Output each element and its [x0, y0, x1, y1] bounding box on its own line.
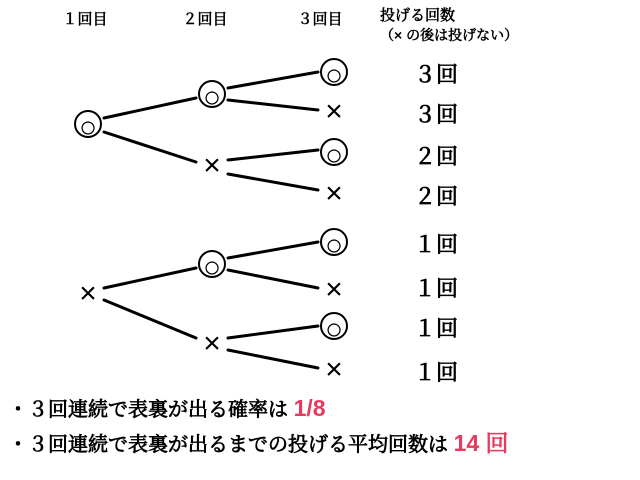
- node-third-toss-2: ×: [325, 95, 343, 128]
- throw-count-7: １回: [414, 316, 459, 341]
- throw-count-8: １回: [414, 360, 459, 385]
- bullet-probability-value: 1/8: [293, 395, 326, 421]
- throw-count-4: ２回: [414, 184, 459, 209]
- throw-count-5: １回: [414, 232, 459, 257]
- summary-bullets: [8, 392, 636, 463]
- throw-count-header-line2: （× の後は投げない）: [380, 27, 519, 44]
- bullet-probability: [8, 392, 636, 425]
- node-first-toss-heads: ○: [74, 110, 102, 138]
- throw-count-6: １回: [414, 276, 459, 301]
- node-third-toss-8: ×: [325, 353, 343, 386]
- node-second-toss-c: ○: [198, 250, 226, 278]
- bullet-probability-text: ・３回連続で表裏が出る確率は: [8, 399, 294, 421]
- throw-count-1: ３回: [414, 62, 459, 87]
- column-header-second-toss: ２回目: [182, 11, 228, 28]
- node-third-toss-7: ○: [320, 312, 348, 340]
- node-second-toss-d: ×: [203, 327, 221, 360]
- node-second-toss-b: ×: [203, 149, 221, 182]
- column-header-first-toss: １回目: [62, 11, 108, 28]
- node-second-toss-a: ○: [198, 80, 226, 108]
- throw-count-3: ２回: [414, 144, 459, 169]
- node-first-toss-tails: ×: [79, 277, 97, 310]
- column-header-third-toss: ３回目: [297, 11, 343, 28]
- bullet-average-text: ・３回連続で表裏が出るまでの投げる平均回数は: [8, 434, 454, 457]
- node-third-toss-5: ○: [320, 228, 348, 256]
- throw-count-header-line1: 投げる回数: [380, 7, 456, 24]
- node-third-toss-3: ○: [320, 138, 348, 166]
- node-third-toss-4: ×: [325, 177, 343, 210]
- bullet-average-value: 14 回: [453, 430, 509, 457]
- bullet-average: [8, 427, 636, 460]
- node-third-toss-1: ○: [320, 58, 348, 86]
- node-third-toss-6: ×: [325, 273, 343, 306]
- throw-count-2: ３回: [414, 102, 459, 127]
